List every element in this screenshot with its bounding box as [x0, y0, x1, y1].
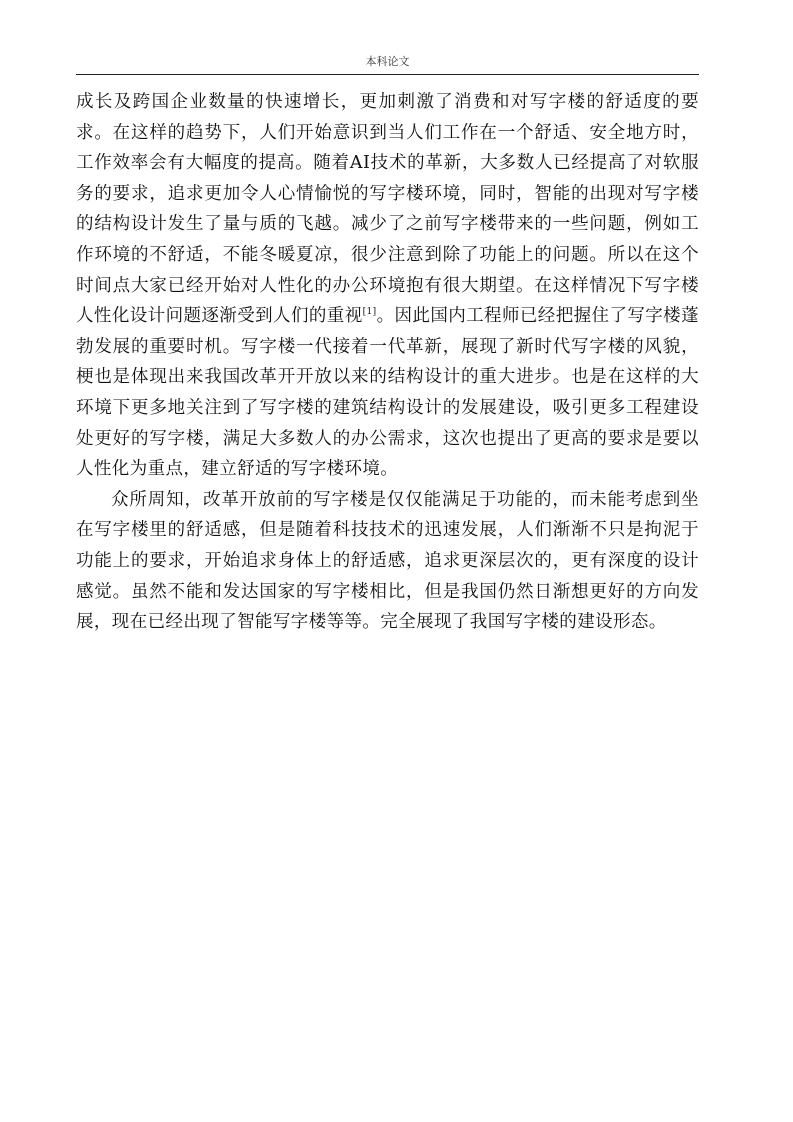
header-title: 本科论文: [365, 55, 410, 68]
paragraph-1-text-a: 成长及跨国企业数量的快速增长，更加刺激了消费和对写字楼的舒适度的要求。在这样的趋势下，人们开始意识到当人们工作在一个舒适、安全地方时，工作效率会有大幅度的提高。随着AI技术的革新，大多数人已经提高了对软服务的要求，追求更加令人心情愉悦的写字楼环境，同时，智能的出现对写字楼的结构设计发生了量与质的飞越。减少了之前写字楼带来的一些问题，例如工作环境的不舒适，不能冬暖夏凉，很少注意到除了功能上的问题。所以在这个时间点大家已经开始对人性化的办公环境抱有很大期望。在这样情况下写字楼人性化设计问题逐渐受到人们的重视: [76, 92, 699, 327]
citation-marker: [1]: [362, 307, 377, 318]
document-body: [76, 87, 699, 638]
page-header: [76, 52, 699, 75]
paragraph-1: [76, 87, 699, 485]
paragraph-1-text-b: 。因此国内工程师已经把握住了写字楼蓬勃发展的重要时机。写字楼一代接着一代革新，展现了新时代写字楼的风貌，梗也是体现出来我国改革开开放以来的结构设计的重大进步。也是在这样的大环境下更多地关注到了写字楼的建筑结构设计的发展建设，吸引更多工程建设处更好的写字楼，满足大多数人的办公需求，这次也提出了更高的要求是要以人性化为重点，建立舒适的写字楼环境。: [76, 306, 699, 480]
paragraph-2: 众所周知，改革开放前的写字楼是仅仅能满足于功能的，而未能考虑到坐在写字楼里的舒适感，但是随着科技技术的迅速发展，人们渐渐不只是拘泥于功能上的要求，开始追求身体上的舒适感，追求更深层次的，更有深度的设计感觉。虽然不能和发达国家的写字楼相比，但是我国仍然日渐想更好的方向发展，现在已经出现了智能写字楼等等。完全展现了我国写字楼的建设形态。: [76, 489, 699, 633]
